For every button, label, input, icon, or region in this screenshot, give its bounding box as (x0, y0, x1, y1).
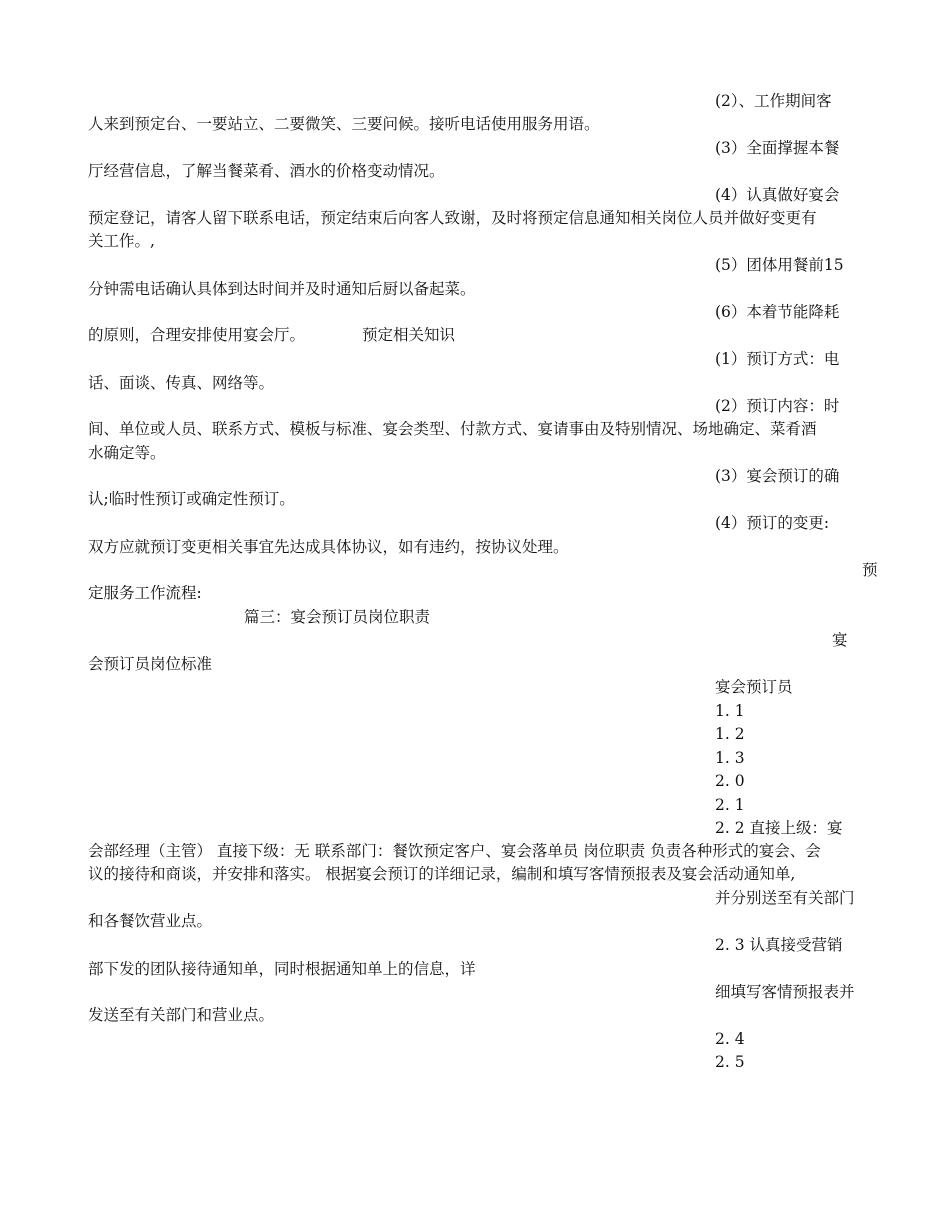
text-line: 水确定等。 (88, 444, 166, 462)
text-line: 会预订员岗位标准 (88, 655, 213, 673)
text-line: 2. 3 认真接受营销 (715, 936, 843, 954)
text-line: 议的接待和商谈，并安排和落实。 根据宴会预订的详细记录，编制和填写客情预报表及宴会活动通知单, (88, 865, 796, 883)
text-line: 话、面谈、传真、网络等。 (88, 374, 275, 392)
text-line: (1）预订方式：电 (715, 350, 840, 368)
text-line: 会部经理（主管） 直接下级：无 联系部门：餐饮预定客户、宴会落单员 岗位职责 负责各种形式的宴会、会 (88, 842, 821, 860)
text-line: 并分别送至有关部门 (715, 889, 855, 907)
section-heading: 篇三：宴会预订员岗位职责 (244, 608, 431, 626)
text-line: 的原则，合理安排使用宴会厅。 (88, 326, 306, 344)
text-line: 间、单位或人员、联系方式、模板与标准、宴会类型、付款方式、宴请事由及特别情况、场地确定、菜肴酒 (88, 420, 817, 438)
text-line: (5）团体用餐前15 (715, 256, 844, 274)
text-line: 双方应就预订变更相关事宜先达成具体协议，如有违约，按协议处理。 (88, 538, 569, 556)
list-number: 1. 1 (715, 702, 745, 720)
text-line: 2. 2 直接上级：宴 (715, 819, 843, 837)
text-line: 预 (862, 561, 878, 579)
text-line: (6）本着节能降耗 (715, 303, 840, 321)
text-line: (2）预订内容：时 (715, 397, 840, 415)
text-line: (2）、工作期间客 (715, 92, 832, 110)
text-line: 和各餐饮营业点。 (88, 912, 213, 930)
text-line: 宴会预订员 (715, 678, 793, 696)
section-heading: 预定相关知识 (362, 326, 456, 344)
text-line: 宴 (832, 631, 848, 649)
text-line: 定服务工作流程: (88, 584, 202, 602)
text-line: (4）认真做好宴会 (715, 186, 840, 204)
text-line: (4）预订的变更: (715, 514, 830, 532)
list-number: 2. 1 (715, 796, 745, 814)
text-line: 厅经营信息，了解当餐菜肴、酒水的价格变动情况。 (88, 162, 445, 180)
list-number: 1. 2 (715, 725, 745, 743)
text-line: (3）宴会预订的确 (715, 467, 840, 485)
text-line: 人来到预定台、一要站立、二要微笑、三要问候。接听电话使用服务用语。 (88, 115, 600, 133)
text-line: 认;临时性预订或确定性预订。 (88, 490, 295, 508)
list-number: 2. 0 (715, 772, 745, 790)
text-line: 预定登记，请客人留下联系电话，预定结束后向客人致谢，及时将预定信息通知相关岗位人员并做好变更有 (88, 209, 817, 227)
text-line: 细填写客情预报表并 (715, 983, 855, 1001)
list-number: 1. 3 (715, 749, 745, 767)
text-line: 发送至有关部门和营业点。 (88, 1006, 275, 1024)
text-line: 关工作。, (88, 232, 155, 250)
text-line: 分钟需电话确认具体到达时间并及时通知后厨以备起菜。 (88, 280, 476, 298)
list-number: 2. 5 (715, 1053, 745, 1071)
text-line: (3）全面撑握本餐 (715, 139, 840, 157)
text-line: 部下发的团队接待通知单，同时根据通知单上的信息，详 (88, 960, 476, 978)
list-number: 2. 4 (715, 1030, 745, 1048)
